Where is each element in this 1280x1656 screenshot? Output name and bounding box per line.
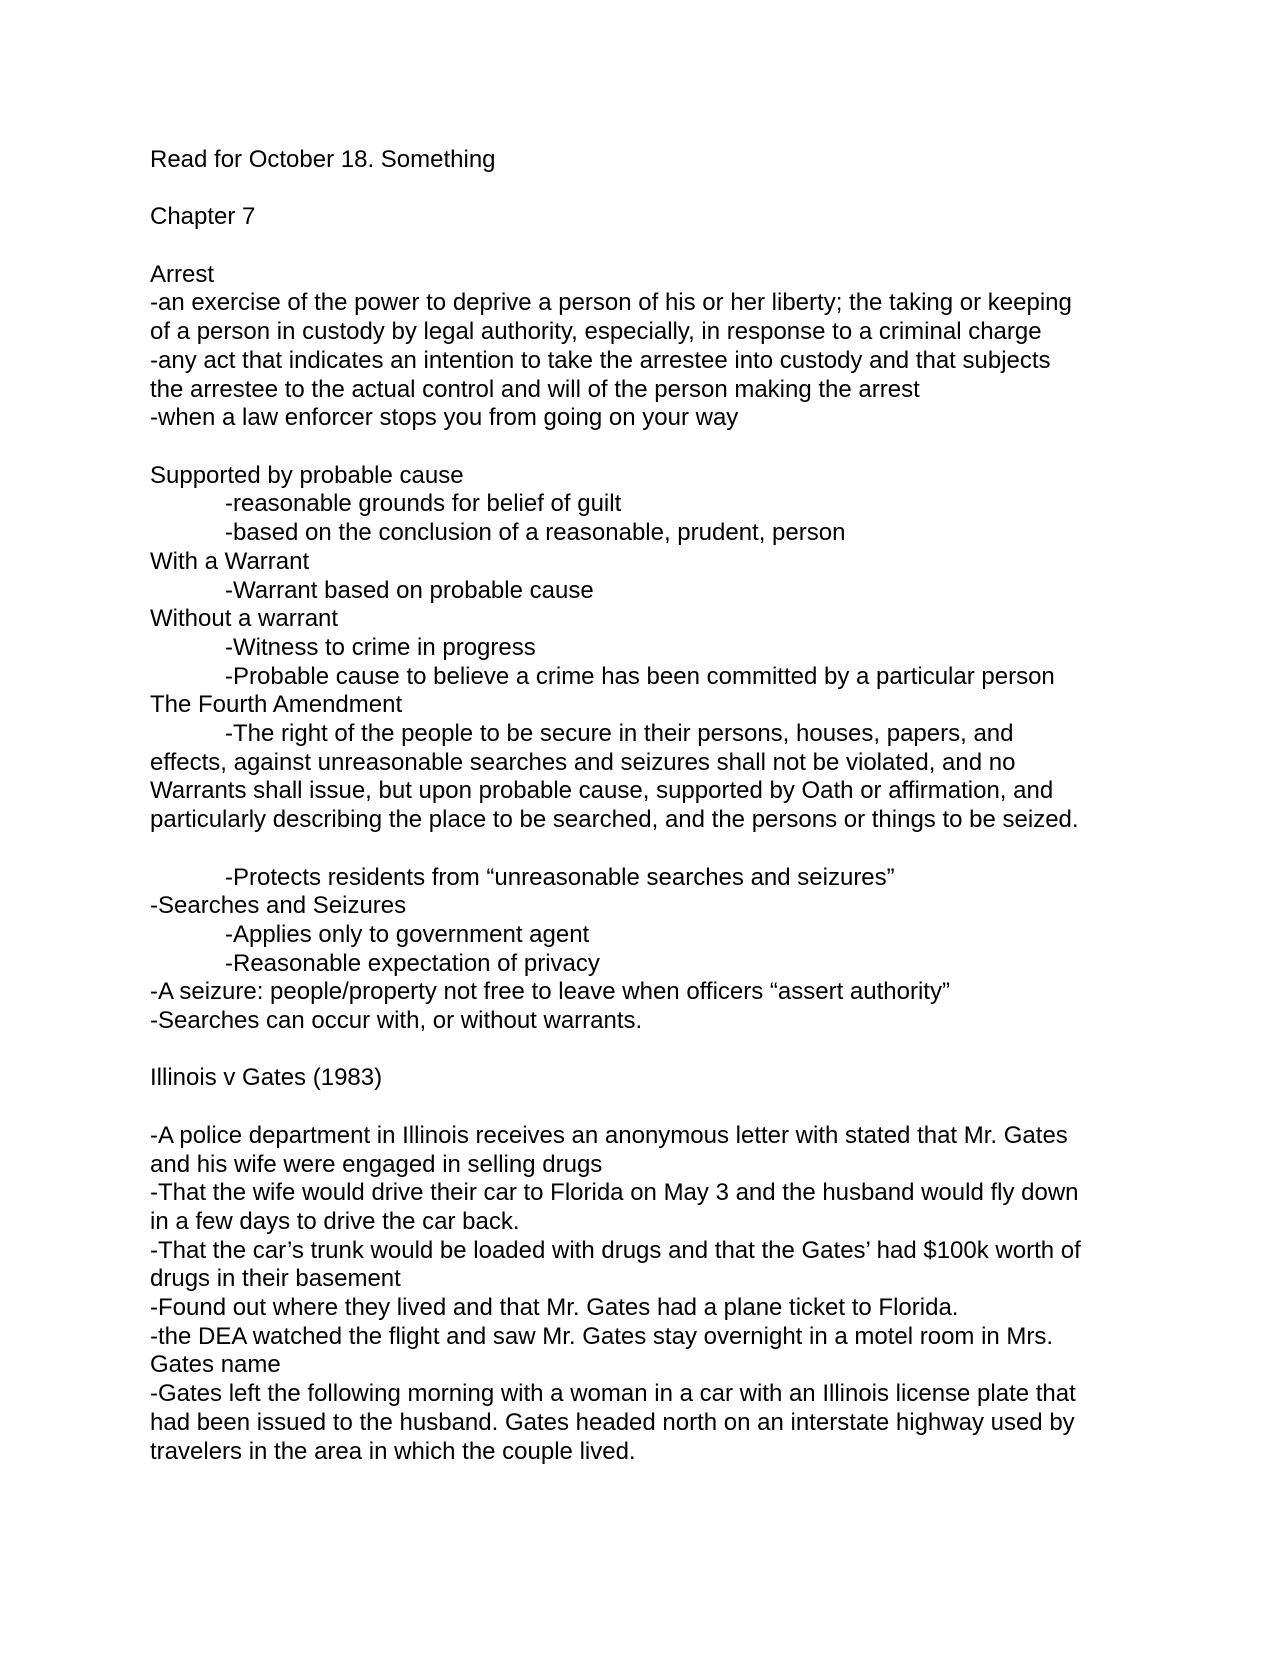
document-page bbox=[150, 146, 1150, 1466]
spacer bbox=[150, 232, 1150, 261]
text-line: Gates name bbox=[150, 1351, 281, 1379]
arrest-section bbox=[150, 261, 1150, 433]
text-line: -any act that indicates an intention to take the arrestee into custody and that subjects bbox=[150, 346, 1051, 374]
text-line: and his wife were engaged in selling drugs bbox=[150, 1150, 603, 1178]
spacer bbox=[150, 433, 1150, 462]
section-title: -Searches and Seizures bbox=[150, 892, 407, 920]
text-line: -an exercise of the power to deprive a person of his or her liberty; the taking or keeping bbox=[150, 289, 1072, 317]
text-line: drugs in their basement bbox=[150, 1265, 401, 1293]
indented-item: -Witness to crime in progress bbox=[225, 633, 536, 661]
text-line: -Searches can occur with, or without warrants. bbox=[150, 1007, 643, 1035]
text-line: -Gates left the following morning with a woman in a car with an Illinois license plate that bbox=[150, 1380, 1076, 1408]
text-line: particularly describing the place to be searched, and the persons or things to be seized. bbox=[150, 806, 1079, 834]
document-heading: Read for October 18. Something bbox=[150, 146, 496, 173]
section-title: Arrest bbox=[150, 260, 215, 288]
case-section bbox=[150, 1122, 1150, 1466]
section-title: With a Warrant bbox=[150, 547, 310, 575]
indented-item: -based on the conclusion of a reasonable, prudent, person bbox=[225, 519, 846, 547]
spacer bbox=[150, 1036, 1150, 1065]
indented-item: -Warrant based on probable cause bbox=[225, 576, 594, 604]
spacer bbox=[150, 175, 1150, 204]
indented-item: -reasonable grounds for belief of guilt bbox=[225, 490, 622, 518]
indented-item: -Reasonable expectation of privacy bbox=[225, 949, 600, 977]
probable-cause-section bbox=[150, 462, 1150, 548]
text-line: effects, against unreasonable searches and seizures shall not be violated, and no bbox=[150, 748, 1016, 776]
indented-item: -Probable cause to believe a crime has been committed by a particular person bbox=[225, 662, 1055, 690]
indented-item: -The right of the people to be secure in their persons, houses, papers, and bbox=[225, 720, 1014, 748]
indented-item: -Applies only to government agent bbox=[225, 920, 590, 948]
section-title: Without a warrant bbox=[150, 605, 339, 633]
searches-section bbox=[150, 892, 1150, 1036]
fourth-amendment-section bbox=[150, 691, 1150, 835]
section-title: Supported by probable cause bbox=[150, 461, 464, 489]
without-warrant-section bbox=[150, 605, 1150, 691]
text-line: travelers in the area in which the couple lived. bbox=[150, 1437, 636, 1465]
section-title: The Fourth Amendment bbox=[150, 691, 403, 719]
text-line: -That the car’s trunk would be loaded with drugs and that the Gates’ had $100k worth of bbox=[150, 1236, 1081, 1264]
text-line: Warrants shall issue, but upon probable cause, supported by Oath or affirmation, and bbox=[150, 777, 1054, 805]
text-line: of a person in custody by legal authority, especially, in response to a criminal charge bbox=[150, 318, 1042, 346]
case-title: Illinois v Gates (1983) bbox=[150, 1064, 383, 1092]
text-line: -A seizure: people/property not free to leave when officers “assert authority” bbox=[150, 978, 950, 1006]
spacer bbox=[150, 1093, 1150, 1122]
with-warrant-section bbox=[150, 548, 1150, 605]
text-line: -when a law enforcer stops you from going on your way bbox=[150, 404, 739, 432]
text-line: -Found out where they lived and that Mr. Gates had a plane ticket to Florida. bbox=[150, 1294, 959, 1322]
text-line: -A police department in Illinois receives an anonymous letter with stated that Mr. Gates bbox=[150, 1121, 1068, 1149]
text-line: the arrestee to the actual control and will of the person making the arrest bbox=[150, 375, 920, 403]
text-line: -the DEA watched the flight and saw Mr. Gates stay overnight in a motel room in Mrs. bbox=[150, 1322, 1054, 1350]
text-line: -That the wife would drive their car to Florida on May 3 and the husband would fly down bbox=[150, 1179, 1079, 1207]
text-line: in a few days to drive the car back. bbox=[150, 1207, 520, 1235]
chapter-title: Chapter 7 bbox=[150, 203, 256, 231]
indented-item: -Protects residents from “unreasonable searches and seizures” bbox=[225, 863, 895, 891]
spacer bbox=[150, 835, 1150, 864]
text-line: had been issued to the husband. Gates headed north on an interstate highway used by bbox=[150, 1408, 1075, 1436]
